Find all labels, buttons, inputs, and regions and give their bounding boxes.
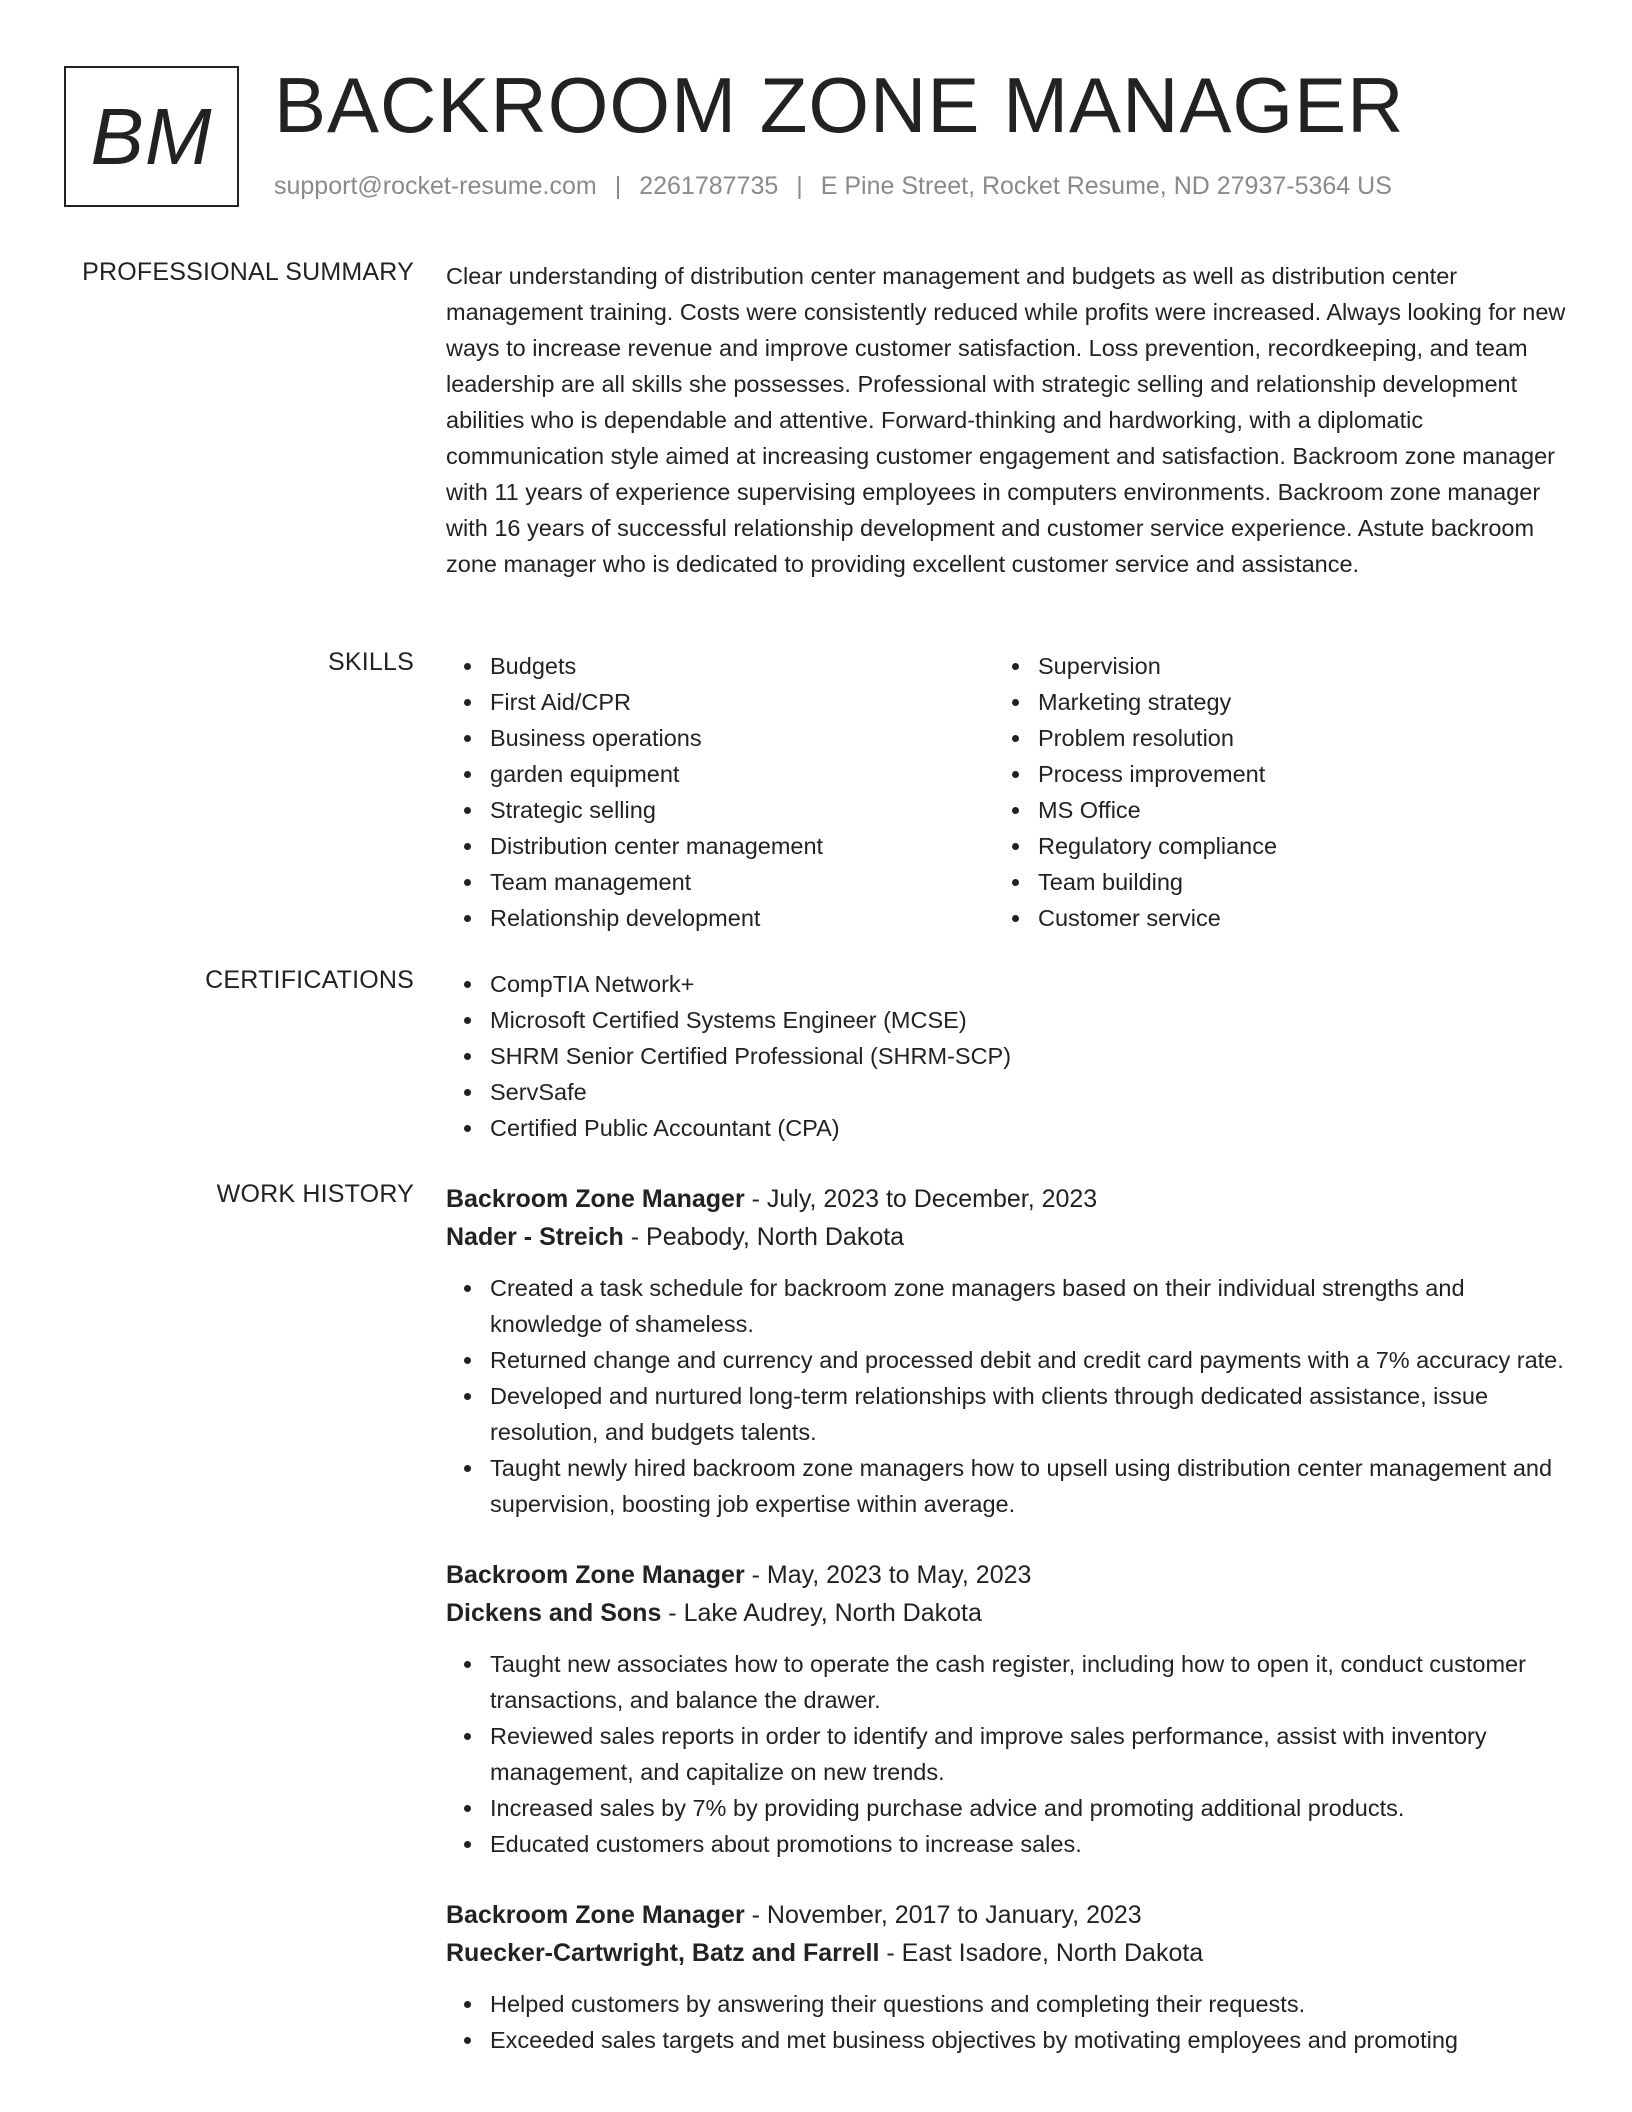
- list-item: Taught new associates how to operate the cash register, including how to open it, conduct customer transactions, and balance the drawer.: [490, 1646, 1571, 1718]
- resume-header: [64, 61, 1584, 211]
- contact-phone: 2261787735: [639, 172, 779, 200]
- list-item: Taught newly hired backroom zone managers how to upsell using distribution center management and supervision, boosting job expertise within average.: [490, 1450, 1571, 1522]
- job-title-line: [446, 1896, 1571, 1934]
- job-company-line: [446, 1218, 1571, 1256]
- summary-heading: PROFESSIONAL SUMMARY: [82, 258, 414, 286]
- job-entry: [446, 1180, 1571, 1522]
- job-role: Backroom Zone Manager: [446, 1901, 745, 1929]
- contact-email: support@rocket-resume.com: [274, 172, 597, 200]
- contact-line: [274, 172, 1392, 201]
- list-item: CompTIA Network+: [490, 966, 1571, 1002]
- job-title-line: [446, 1180, 1571, 1218]
- skills-body: [446, 648, 1571, 936]
- list-item: Distribution center management: [490, 828, 994, 864]
- list-item: Team management: [490, 864, 994, 900]
- list-item: Increased sales by 7% by providing purchase advice and promoting additional products.: [490, 1790, 1571, 1826]
- job-entry: [446, 1896, 1571, 2058]
- job-company-line: [446, 1934, 1571, 1972]
- job-title-line: [446, 1556, 1571, 1594]
- job-company-line: [446, 1594, 1571, 1632]
- job-duties-list: [446, 1270, 1571, 1522]
- certifications-list: [446, 966, 1571, 1146]
- contact-address: E Pine Street, Rocket Resume, ND 27937-5364 US: [820, 172, 1392, 200]
- job-dates: - May, 2023 to May, 2023: [744, 1561, 1032, 1589]
- job-company: Nader - Streich: [446, 1223, 624, 1251]
- list-item: garden equipment: [490, 756, 994, 792]
- list-item: Returned change and currency and processed debit and credit card payments with a 7% accuracy rate.: [490, 1342, 1571, 1378]
- work-history-body: [446, 1180, 1571, 2092]
- monogram-box: [64, 66, 239, 207]
- job-dates: - July, 2023 to December, 2023: [744, 1185, 1098, 1213]
- list-item: Supervision: [1038, 648, 1542, 684]
- list-item: MS Office: [1038, 792, 1542, 828]
- list-item: Created a task schedule for backroom zone managers based on their individual strengths and knowledge of shameless.: [490, 1270, 1571, 1342]
- job-dates: - November, 2017 to January, 2023: [744, 1901, 1142, 1929]
- list-item: Certified Public Accountant (CPA): [490, 1110, 1571, 1146]
- list-item: SHRM Senior Certified Professional (SHRM-SCP): [490, 1038, 1571, 1074]
- summary-text: Clear understanding of distribution center management and budgets as well as distribution center management training. Costs were consistently reduced while profits were increased. Always looking for new ways to increase revenue and improve customer satisfaction. Loss prevention, recordkeeping, and team leadership are all skills she possesses. Professional with strategic selling and relationship development abilities who is dependable and attentive. Forward-thinking and hardworking, with a diplomatic communication style aimed at increasing customer engagement and satisfaction. Backroom zone manager with 11 years of experience supervising employees in computers environments. Backroom zone manager with 16 years of successful relationship development and customer service experience. Astute backroom zone manager who is dedicated to providing excellent customer service and assistance.: [446, 263, 1566, 577]
- job-company: Dickens and Sons: [446, 1599, 662, 1627]
- certifications-heading: CERTIFICATIONS: [205, 966, 414, 994]
- list-item: Relationship development: [490, 900, 994, 936]
- list-item: Process improvement: [1038, 756, 1542, 792]
- list-item: Reviewed sales reports in order to identify and improve sales performance, assist with inventory management, and capitalize on new trends.: [490, 1718, 1571, 1790]
- job-location: - East Isadore, North Dakota: [879, 1939, 1204, 1967]
- work-history-heading: WORK HISTORY: [216, 1180, 414, 1208]
- skills-heading: SKILLS: [328, 648, 414, 676]
- skills-list-right: [994, 648, 1542, 936]
- list-item: Regulatory compliance: [1038, 828, 1542, 864]
- job-location: - Lake Audrey, North Dakota: [661, 1599, 982, 1627]
- list-item: Strategic selling: [490, 792, 994, 828]
- list-item: ServSafe: [490, 1074, 1571, 1110]
- list-item: Business operations: [490, 720, 994, 756]
- list-item: Microsoft Certified Systems Engineer (MCSE): [490, 1002, 1571, 1038]
- list-item: Developed and nurtured long-term relationships with clients through dedicated assistance, issue resolution, and budgets talents.: [490, 1378, 1571, 1450]
- list-item: Marketing strategy: [1038, 684, 1542, 720]
- monogram-initials: BM: [90, 91, 213, 181]
- list-item: Customer service: [1038, 900, 1542, 936]
- candidate-title: BACKROOM ZONE MANAGER: [274, 61, 1405, 149]
- job-role: Backroom Zone Manager: [446, 1185, 745, 1213]
- job-role: Backroom Zone Manager: [446, 1561, 745, 1589]
- job-entry: [446, 1556, 1571, 1862]
- job-duties-list: [446, 1646, 1571, 1862]
- list-item: Budgets: [490, 648, 994, 684]
- list-item: Team building: [1038, 864, 1542, 900]
- contact-separator: |: [614, 172, 622, 200]
- certifications-body: [446, 966, 1571, 1146]
- skills-list-left: [446, 648, 994, 936]
- list-item: Problem resolution: [1038, 720, 1542, 756]
- list-item: Educated customers about promotions to increase sales.: [490, 1826, 1571, 1862]
- contact-separator: |: [796, 172, 803, 200]
- job-duties-list: [446, 1986, 1571, 2058]
- list-item: First Aid/CPR: [490, 684, 994, 720]
- job-location: - Peabody, North Dakota: [623, 1223, 905, 1251]
- job-company: Ruecker-Cartwright, Batz and Farrell: [446, 1939, 880, 1967]
- list-item: Helped customers by answering their questions and completing their requests.: [490, 1986, 1571, 2022]
- list-item: Exceeded sales targets and met business objectives by motivating employees and promoting: [490, 2022, 1571, 2058]
